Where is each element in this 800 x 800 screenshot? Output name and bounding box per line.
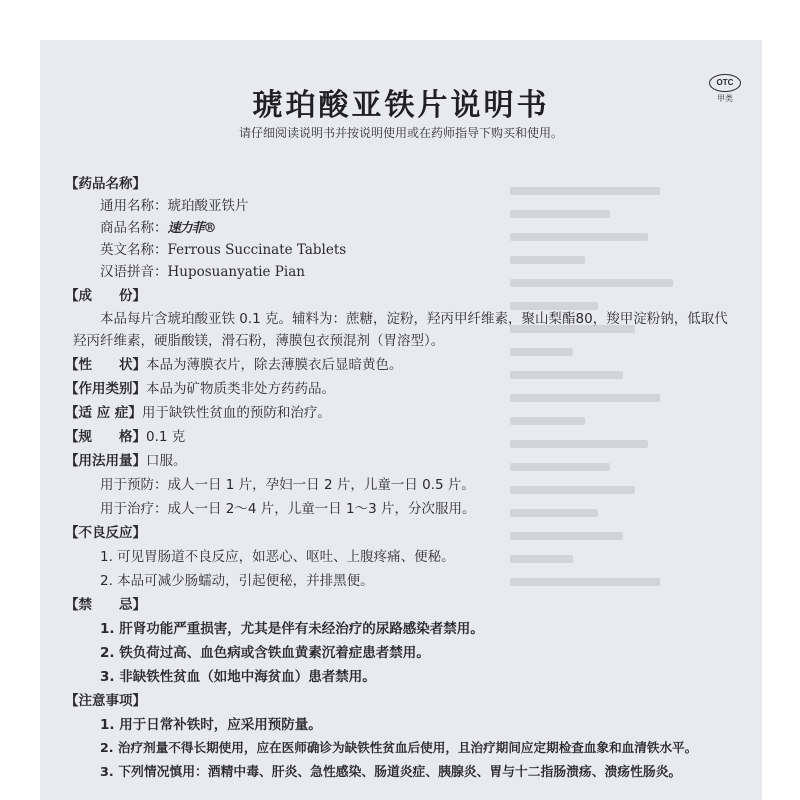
trade-name-row [100, 216, 216, 236]
spec-row [65, 425, 185, 445]
otc-class-label: 甲类 [717, 94, 733, 103]
usage-value: 口服。 [146, 453, 187, 469]
adverse-item-1: 1. 可见胃肠道不良反应，如恶心、呕吐、上腹疼痛、便秘。 [100, 549, 455, 565]
usage-prevention-line: 用于预防：成人一日 1 片，孕妇一日 2 片，儿童一日 0.5 片。 [100, 477, 475, 493]
trade-name-logo: 速力菲® [167, 221, 216, 236]
category-value: 本品为矿物质类非处方药药品。 [146, 381, 335, 397]
category-row [65, 377, 335, 397]
pinyin-name-value: Huposuanyatie Pian [167, 264, 305, 280]
pinyin-name-label: 汉语拼音： [100, 264, 168, 280]
composition-line-2: 羟丙纤维素，硬脂酸镁，滑石粉，薄膜包衣预混剂（胃溶型）。 [73, 333, 445, 349]
section-header-spec: 【规 格】 [65, 429, 146, 445]
section-header-precautions: 【注意事项】 [65, 693, 146, 709]
otc-badge [709, 74, 741, 104]
section-header-usage: 【用法用量】 [65, 453, 146, 469]
precaution-item-3: 3. 下列情况慎用：酒精中毒、肝炎、急性感染、肠道炎症、胰腺炎、胃与十二指肠溃疡、溃疡性肠炎。 [100, 765, 682, 780]
section-header-contraindications: 【禁 忌】 [65, 597, 146, 613]
indication-row [65, 401, 331, 421]
otc-mark: OTC [709, 74, 741, 92]
indication-value: 用于缺铁性贫血的预防和治疗。 [141, 405, 331, 421]
document-title: 琥珀酸亚铁片说明书 [252, 88, 550, 123]
contra-item-3: 3. 非缺铁性贫血（如地中海贫血）患者禁用。 [100, 669, 376, 685]
character-row [65, 353, 403, 373]
spec-value: 0.1 克 [146, 429, 186, 445]
section-header-drug-name: 【药品名称】 [65, 176, 146, 192]
section-header-indication: 【适 应 症】 [65, 405, 142, 421]
generic-name-label: 通用名称： [100, 198, 168, 214]
leaflet-sheet [40, 40, 762, 800]
generic-name-value: 琥珀酸亚铁片 [167, 198, 249, 214]
usage-advice-subtitle: 请仔细阅读说明书并按说明使用或在药师指导下购买和使用。 [238, 126, 563, 140]
section-header-composition: 【成 份】 [65, 288, 146, 304]
generic-name-row [100, 194, 249, 214]
section-header-category: 【作用类别】 [65, 381, 146, 397]
composition-line-1: 本品每片含琥珀酸亚铁 0.1 克。辅料为：蔗糖，淀粉，羟丙甲纤维素，聚山梨酯80，羧甲淀粉钠，低取代 [100, 311, 728, 327]
section-header-adverse: 【不良反应】 [65, 525, 146, 541]
pinyin-name-row [100, 260, 305, 280]
trade-name-label: 商品名称： [100, 220, 168, 236]
character-value: 本品为薄膜衣片，除去薄膜衣后显暗黄色。 [146, 357, 403, 373]
section-header-character: 【性 状】 [65, 357, 146, 373]
contra-item-2: 2. 铁负荷过高、血色病或含铁血黄素沉着症患者禁用。 [100, 645, 430, 661]
contra-item-1: 1. 肝肾功能严重损害，尤其是伴有未经治疗的尿路感染者禁用。 [100, 621, 484, 637]
precaution-item-1: 1. 用于日常补铁时，应采用预防量。 [100, 717, 322, 733]
english-name-label: 英文名称： [100, 242, 168, 258]
show-through-text [510, 172, 760, 601]
english-name-row [100, 238, 346, 258]
precaution-item-2: 2. 治疗剂量不得长期使用，应在医师确诊为缺铁性贫血后使用，且治疗期间应定期检查血象和血清铁水平。 [100, 740, 698, 755]
usage-treatment-line: 用于治疗：成人一日 2～4 片，儿童一日 1～3 片，分次服用。 [100, 501, 476, 517]
english-name-value: Ferrous Succinate Tablets [167, 242, 347, 258]
adverse-item-2: 2. 本品可减少肠蠕动，引起便秘，并排黑便。 [100, 573, 374, 589]
usage-row [65, 449, 187, 469]
